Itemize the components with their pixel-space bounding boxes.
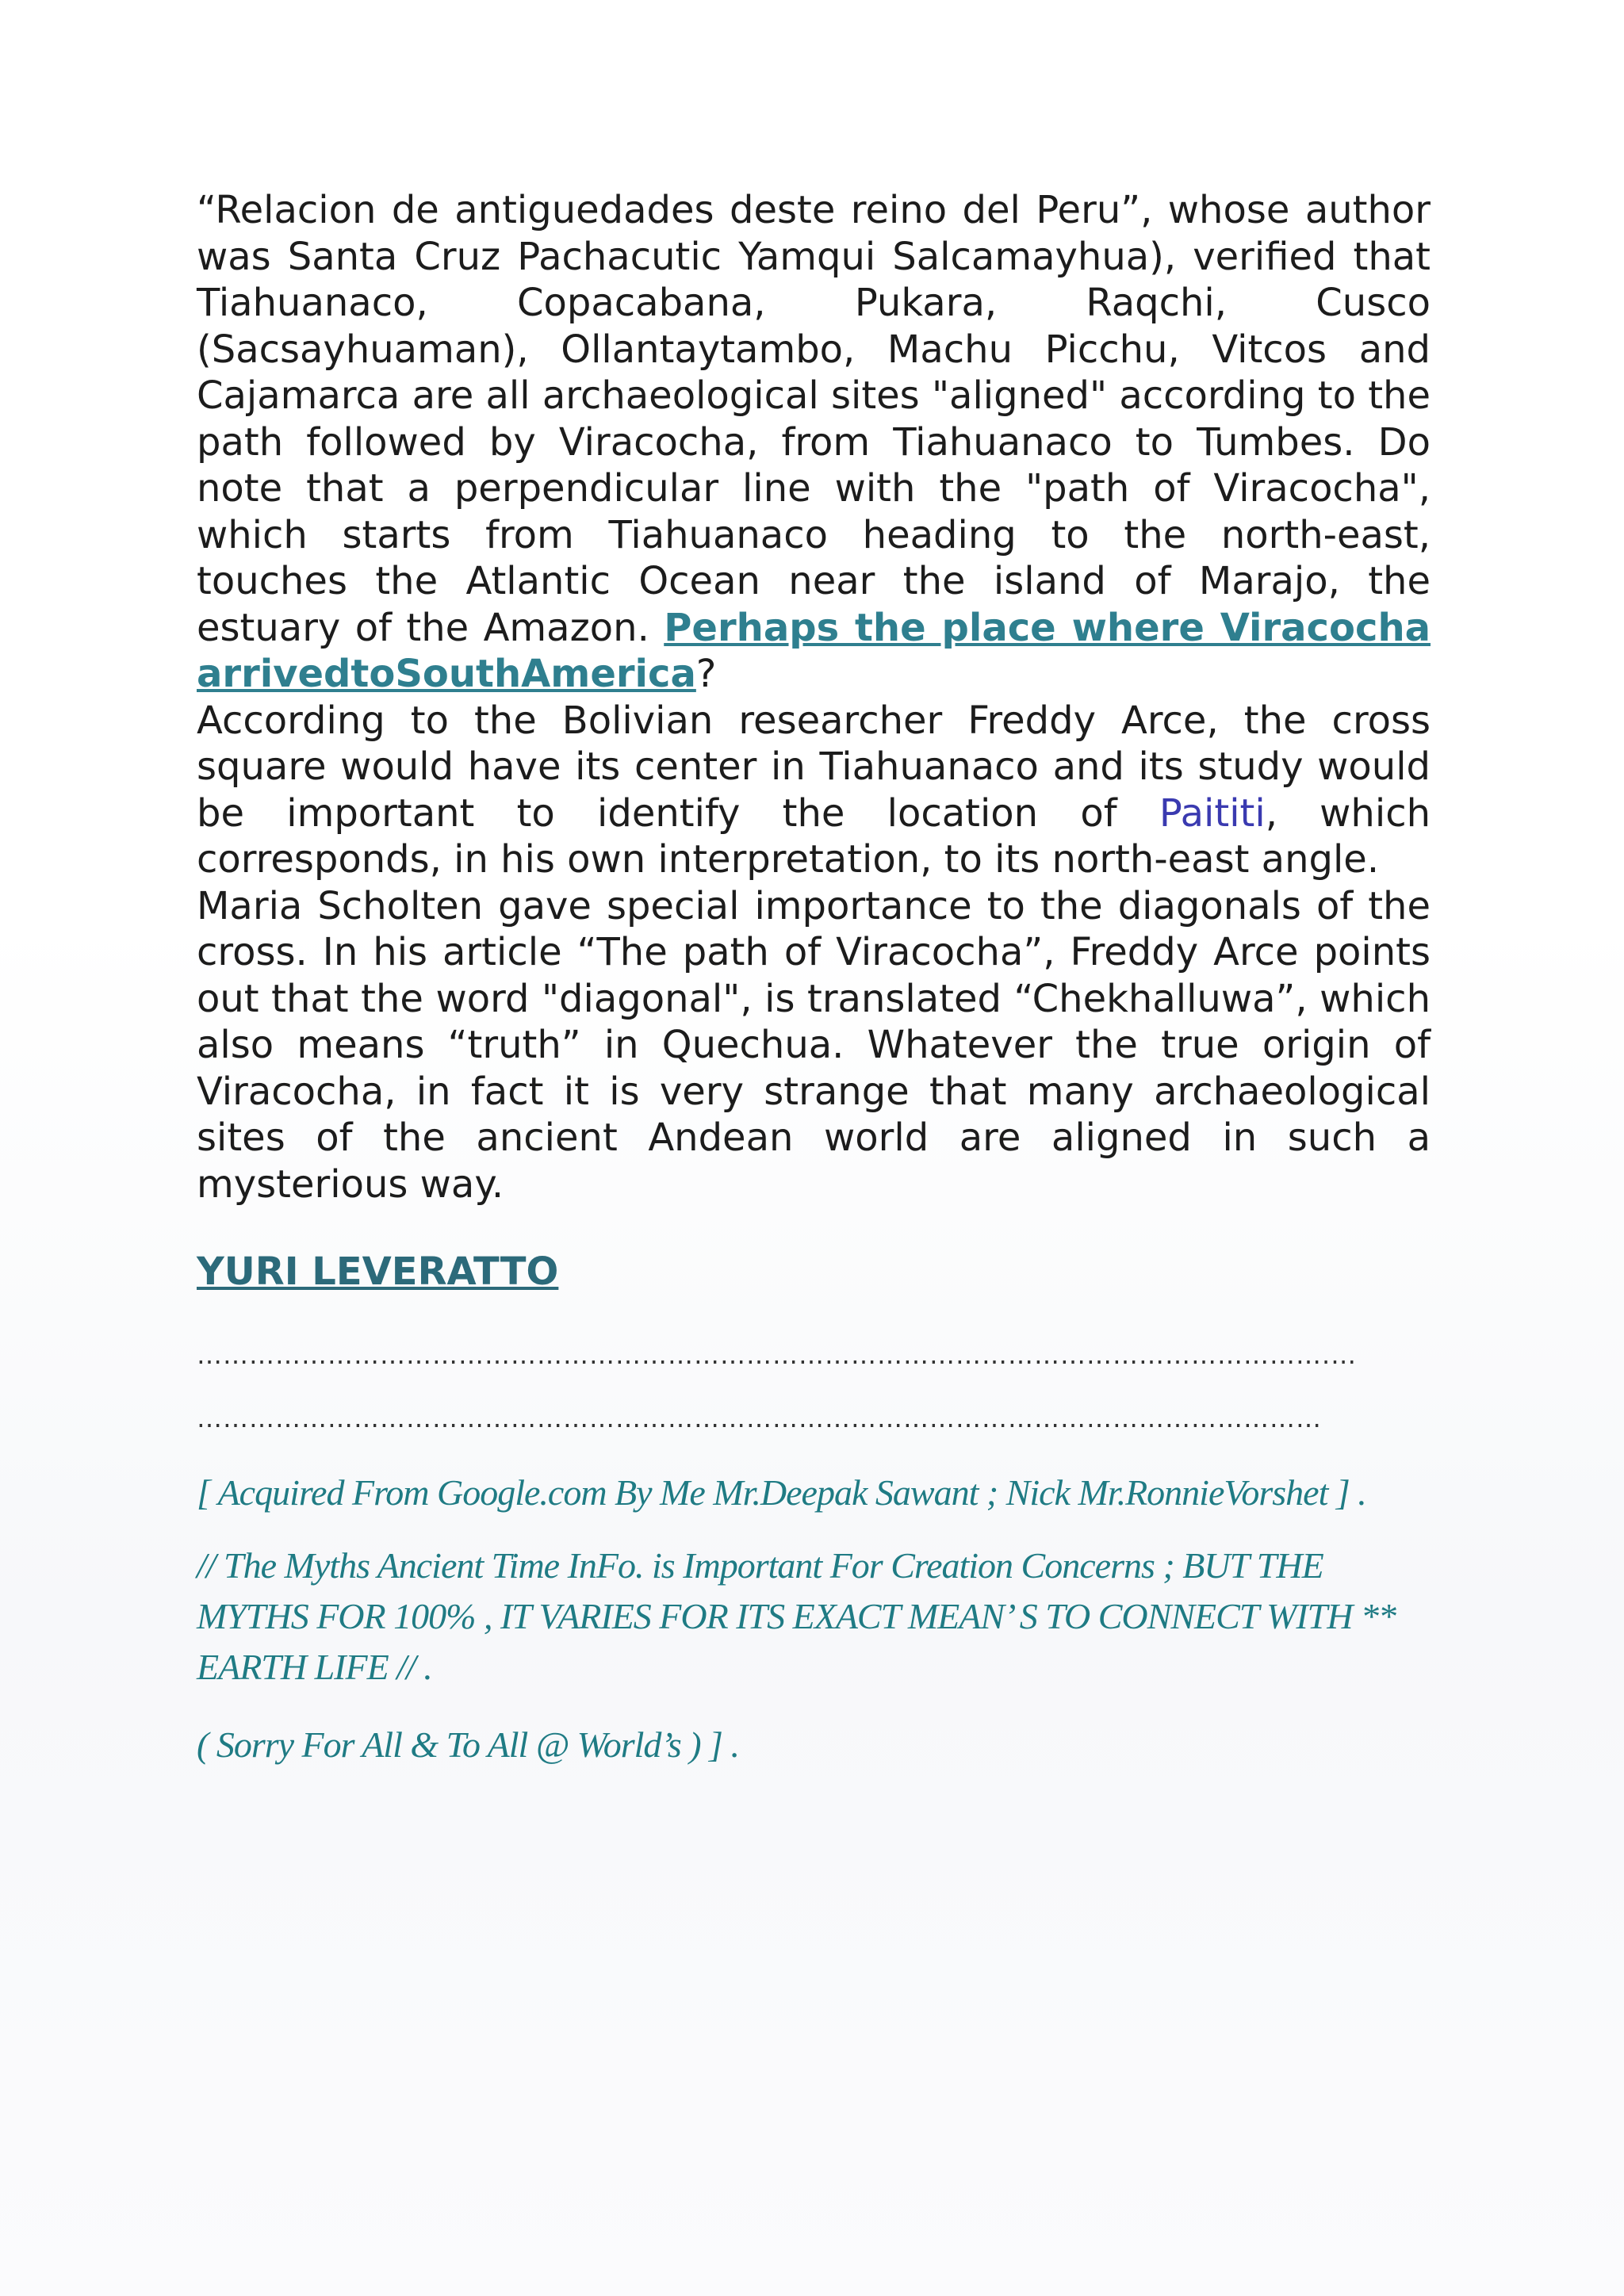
paragraph-tail: ? [695,652,717,696]
paragraph-text: “Relacion de antiguedades deste reino del Peru”, whose author was Santa Cruz Pachacutic Yamqui Salcamayhua), verified that Tiahuanaco, Copacabana, Pukara, Raqchi, Cusco (Sacsayhuaman), Ollantaytambo, Machu Picchu, Vitcos and Cajamarca are all archaeological sites "aligned" according to the path followed by Viracocha, from Tiahuanaco to Tumbes. Do note that a perpendicular line with the "path of Viracocha", which starts from Tiahuanaco heading to the north-east, touches the Atlantic Ocean near the island of Marajo, the estuary of the Amazon. [197,188,1431,650]
author-name[interactable]: YURI LEVERATTO [197,1249,559,1294]
paragraph-viracocha-path [197,187,1431,698]
sorry-note: ( Sorry For All & To All @ World’s ) ] . [197,1724,739,1765]
acquired-note: [ Acquired From Google.com By Me Mr.Deepak Sawant ; Nick Mr.RonnieVorshet ] . [197,1472,1366,1513]
document-body [197,187,1431,1770]
viracocha-arrival-link[interactable]: Perhaps the place where Viracocha arrivedtoSouthAmerica [197,605,1431,696]
paragraph-text: According to the Bolivian researcher Freddy Arce, the cross square would have its center in Tiahuanaco and its study would be important to identify the location of [197,698,1431,836]
dotted-line: ………………………………………………………………………………………………………………… [197,1403,1322,1433]
paragraph-freddy-arce [197,698,1431,883]
paititi-highlight: Paititi [1159,790,1266,836]
paragraph-diagonals [197,883,1431,1208]
dotted-line: ………………………………………………………………………………………………………………….… [197,1340,1358,1370]
paragraph-text: , which corresponds, in his own interpretation, to its north-east angle. [197,790,1431,882]
paragraph-text: Maria Scholten gave special importance to the diagonals of the cross. In his article “The path of Viracocha”, Freddy Arce points out that the word "diagonal", is translated “Chekhalluwa”, which also means “truth” in Quechua. Whatever the true origin of Viracocha, in fact it is very strange that many archaeological sites of the ancient Andean world are aligned in such a mysterious way. [197,883,1431,1207]
dotted-separator [197,1339,1431,1434]
myths-note: // The Myths Ancient Time InFo. is Important For Creation Concerns ; BUT THE MYTHS FOR 100% , IT VARIES FOR ITS EXACT MEAN’ S TO CONNECT WITH ** EARTH LIFE // . [197,1545,1396,1687]
